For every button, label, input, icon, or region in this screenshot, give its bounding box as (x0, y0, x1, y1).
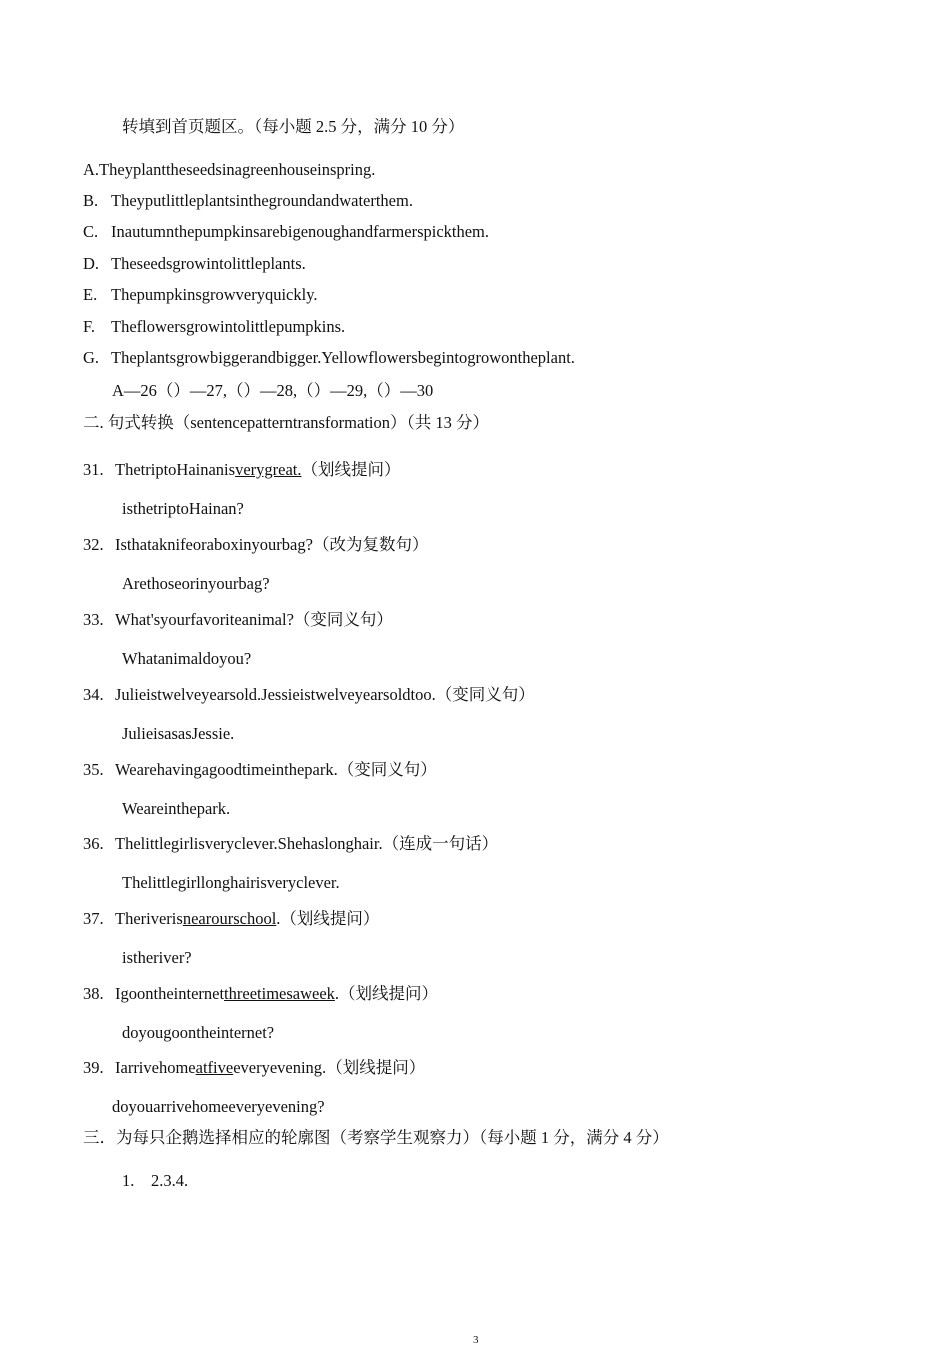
sequence-answer-line: A—26（）—27,（）—28,（）—29,（）—30 (112, 381, 434, 400)
underlined-phrase: nearourschool (182, 909, 277, 928)
option-text: Theyputlittleplantsinthegroundandwaterthem. (111, 191, 413, 210)
question-text: Julieistwelveyearsold.Jessieistwelveyearsoldtoo. (115, 685, 436, 704)
option-g (83, 348, 575, 368)
option-text: Thepumpkinsgrowveryquickly. (111, 285, 318, 304)
question-36 (83, 834, 498, 854)
question-34 (83, 685, 535, 705)
question-37 (83, 909, 379, 929)
answer-line-37: istheriver? (122, 948, 192, 967)
question-instruction: （变同义句） (337, 760, 437, 779)
question-instruction: （连成一句话） (382, 834, 499, 853)
option-text: Theyplanttheseedsinagreenhouseinspring. (99, 160, 376, 179)
question-instruction: （变同义句） (293, 610, 393, 629)
answer-line-35: Weareinthepark. (122, 799, 231, 818)
answer-line-38: doyougoontheinternet? (122, 1023, 275, 1042)
question-text: Igoontheinternet (115, 984, 225, 1003)
question-instruction: （划线提问） (339, 984, 439, 1003)
question-35 (83, 760, 437, 780)
question-32 (83, 535, 428, 555)
option-letter: D. (83, 254, 100, 273)
question-39 (83, 1058, 425, 1078)
option-d (83, 254, 306, 274)
question-instruction: （变同义句） (435, 685, 535, 704)
option-e (83, 285, 318, 305)
question-number: 33. (83, 610, 104, 629)
page-number: 3 (473, 1334, 479, 1346)
option-text: Theflowersgrowintolittlepumpkins. (111, 317, 346, 336)
answer-line-33: Whatanimaldoyou? (122, 649, 252, 668)
question-text: Iarrivehome (115, 1058, 196, 1077)
question-text: Thelittlegirlisveryclever.Shehaslonghair. (115, 834, 383, 853)
intro-note: 转填到首页题区。（每小题 2.5 分，满分 10 分） (122, 117, 465, 136)
question-text: ThetriptoHainanis (115, 460, 236, 479)
question-instruction: （划线提问） (280, 909, 380, 928)
option-letter: C. (83, 222, 99, 241)
option-text: Theplantsgrowbiggerandbigger.Yellowflowersbegintogrowontheplant. (111, 348, 575, 367)
underlined-phrase: threetimesaweek (224, 984, 335, 1003)
question-instruction: （改为复数句） (312, 535, 429, 554)
option-f (83, 317, 345, 337)
question-instruction: （划线提问） (326, 1058, 426, 1077)
option-letter: A. (83, 160, 100, 179)
section-3-title: 三．为每只企鹅选择相应的轮廓图（考察学生观察力）（每小题 1 分，满分 4 分） (83, 1128, 669, 1147)
question-38 (83, 984, 438, 1004)
section-3-answer-line (122, 1171, 188, 1191)
underlined-phrase: verygreat. (235, 460, 302, 479)
question-number: 38. (83, 984, 104, 1003)
answer-line-34: JulieisasasJessie. (122, 724, 235, 743)
option-letter: G. (83, 348, 100, 367)
question-number: 39. (83, 1058, 104, 1077)
section-2-title: 二. 句式转换（sentencepatterntransformation）（共 13 分） (83, 413, 489, 432)
option-text: Theseedsgrowintolittleplants. (111, 254, 306, 273)
question-instruction: （划线提问） (301, 460, 401, 479)
answer-line-31: isthetriptoHainan? (122, 499, 244, 518)
answer-line-32: Arethoseorinyourbag? (122, 574, 270, 593)
question-text-tail: . (334, 984, 340, 1003)
question-text-tail: . (276, 909, 281, 928)
option-c (83, 222, 489, 242)
option-letter: F. (83, 317, 95, 336)
answer-line-36: Thelittlegirllonghairisveryclever. (122, 873, 340, 892)
question-text-tail: everyevening. (233, 1058, 327, 1077)
option-letter: B. (83, 191, 99, 210)
option-text: Inautumnthepumpkinsarebigenoughandfarmerspickthem. (111, 222, 490, 241)
question-33 (83, 610, 393, 630)
answer-rest: 2.3.4. (151, 1171, 189, 1190)
question-number: 34. (83, 685, 104, 704)
question-number: 31. (83, 460, 104, 479)
question-number: 36. (83, 834, 104, 853)
question-text: Theriveris (115, 909, 183, 928)
option-letter: E. (83, 285, 98, 304)
question-number: 32. (83, 535, 104, 554)
question-number: 37. (83, 909, 104, 928)
option-b (83, 191, 413, 211)
question-text: Wearehavingagoodtimeinthepark. (115, 760, 338, 779)
answer-number: 1. (122, 1171, 135, 1190)
underlined-phrase: atfive (195, 1058, 234, 1077)
question-31 (83, 460, 400, 480)
question-text: What'syourfavoriteanimal? (115, 610, 294, 629)
option-a (83, 160, 375, 180)
answer-line-39: doyouarrivehomeeveryevening? (112, 1097, 325, 1116)
question-text: Isthataknifeoraboxinyourbag? (115, 535, 313, 554)
question-number: 35. (83, 760, 104, 779)
